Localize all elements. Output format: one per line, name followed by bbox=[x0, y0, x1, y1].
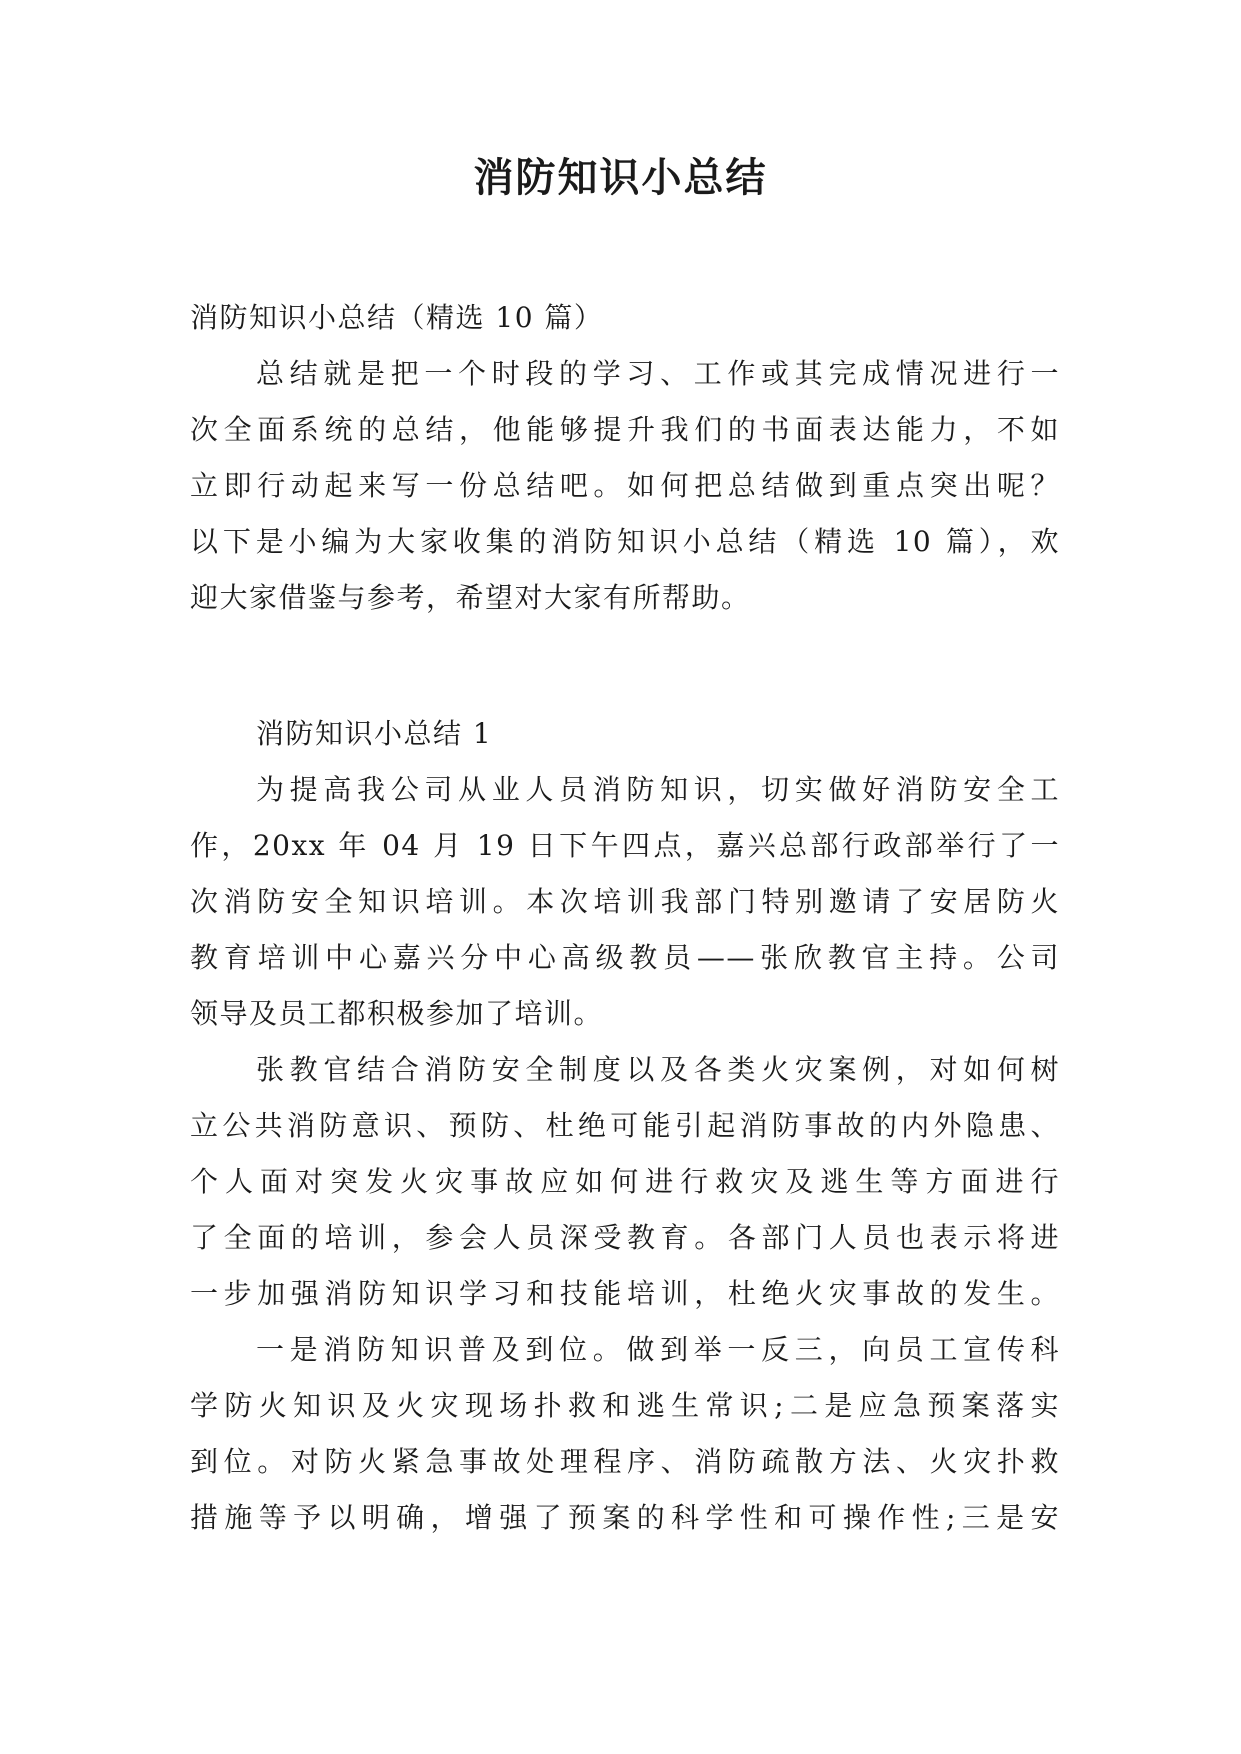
paragraph-line: 学防火知识及火灾现场扑救和逃生常识;二是应急预案落实 bbox=[190, 1389, 1060, 1422]
intro-line: 迎大家借鉴与参考，希望对大家有所帮助。 bbox=[190, 581, 751, 614]
document-title: 消防知识小总结 bbox=[473, 154, 768, 201]
document-subtitle: 消防知识小总结（精选 10 篇） bbox=[190, 301, 604, 334]
intro-line: 总结就是把一个时段的学习、工作或其完成情况进行一 bbox=[256, 357, 1060, 390]
paragraph-line: 张教官结合消防安全制度以及各类火灾案例，对如何树 bbox=[256, 1053, 1060, 1086]
paragraph-line: 为提高我公司从业人员消防知识，切实做好消防安全工 bbox=[256, 773, 1060, 806]
paragraph-line: 领导及员工都积极参加了培训。 bbox=[190, 997, 604, 1030]
paragraph-line: 作，20xx 年 04 月 19 日下午四点，嘉兴总部行政部举行了一 bbox=[190, 829, 1060, 862]
document-body bbox=[190, 290, 1060, 1546]
section-spacer bbox=[190, 626, 1060, 706]
paragraph-line: 次消防安全知识培训。本次培训我部门特别邀请了安居防火 bbox=[190, 885, 1060, 918]
paragraph-line: 个人面对突发火灾事故应如何进行救灾及逃生等方面进行 bbox=[190, 1165, 1060, 1198]
paragraph-1 bbox=[190, 762, 1060, 1042]
paragraph-line: 教育培训中心嘉兴分中心高级教员——张欣教官主持。公司 bbox=[190, 941, 1060, 974]
paragraph-line: 了全面的培训，参会人员深受教育。各部门人员也表示将进 bbox=[190, 1221, 1060, 1254]
paragraph-line: 措施等予以明确，增强了预案的科学性和可操作性;三是安 bbox=[190, 1501, 1060, 1534]
paragraph-line: 到位。对防火紧急事故处理程序、消防疏散方法、火灾扑救 bbox=[190, 1445, 1060, 1478]
paragraph-line: 一步加强消防知识学习和技能培训，杜绝火灾事故的发生。 bbox=[190, 1277, 1060, 1310]
paragraph-3 bbox=[190, 1322, 1060, 1546]
paragraph-line: 一是消防知识普及到位。做到举一反三，向员工宣传科 bbox=[256, 1333, 1060, 1366]
intro-line: 以下是小编为大家收集的消防知识小总结（精选 10 篇），欢 bbox=[190, 525, 1060, 558]
intro-line: 次全面系统的总结，他能够提升我们的书面表达能力，不如 bbox=[190, 413, 1060, 446]
intro-paragraph bbox=[190, 346, 1060, 626]
section-heading: 消防知识小总结 1 bbox=[256, 717, 493, 750]
paragraph-2 bbox=[190, 1042, 1060, 1322]
intro-line: 立即行动起来写一份总结吧。如何把总结做到重点突出呢？ bbox=[190, 469, 1060, 502]
paragraph-line: 立公共消防意识、预防、杜绝可能引起消防事故的内外隐患、 bbox=[190, 1109, 1060, 1142]
